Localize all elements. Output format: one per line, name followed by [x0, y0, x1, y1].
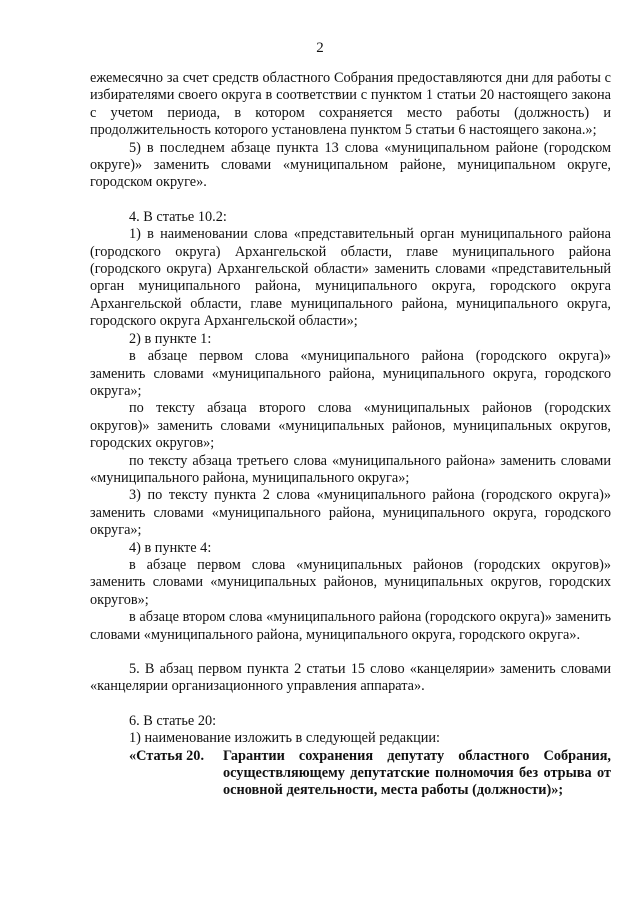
paragraph-item-1: 1) в наименовании слова «представительный орган муниципального района (городского округа) Архангельской области, главе муниципального района (городского округа) Архангельской области» заменить словами «представительный орган муниципального района, муниципального округа, городского округа Архангельской области, главе муниципального района, муниципального округа, городского округа Архангельской области»;: [90, 226, 611, 330]
article-title: Гарантии сохранения депутату областного Собрания, осуществляющему депутатские полномочия без отрыва от основной деятельности, места работы (должности)»;: [223, 747, 611, 799]
section-heading-6: 6. В статье 20:: [129, 712, 217, 729]
paragraph-subitem: по тексту абзаца второго слова «муниципальных районов (городских округов)» заменить словами «муниципальных районов, муниципальных округов, городских округов»;: [90, 400, 611, 452]
paragraph-item-2: 2) в пункте 1:: [129, 330, 212, 347]
paragraph-subitem: в абзаце первом слова «муниципального района (городского округа)» заменить словами «муниципального района, муниципального округа, городского округа»;: [90, 348, 611, 399]
paragraph-subitem: в абзаце первом слова «муниципальных районов (городских округов)» заменить словами «муниципальных районов, муниципальных округов, городских округов»;: [90, 556, 611, 608]
article-heading: [129, 748, 611, 800]
paragraph-subitem: в абзаце втором слова «муниципального района (городского округа)» заменить словами «муниципального района, муниципального округа, городского округа».: [90, 609, 611, 643]
paragraph-item-4: 4) в пункте 4:: [129, 539, 212, 556]
section-heading-4: 4. В статье 10.2:: [129, 208, 227, 225]
paragraph-subitem: по тексту абзаца третьего слова «муниципального района» заменить словами «муниципального района, муниципального округа»;: [90, 452, 611, 486]
paragraph-item-3: 3) по тексту пункта 2 слова «муниципального района (городского округа)» заменить словами «муниципального района, муниципального округа, городского округа»;: [90, 487, 611, 539]
paragraph-item-1: 1) наименование изложить в следующей редакции:: [129, 730, 440, 747]
paragraph-item-5: 5) в последнем абзаце пункта 13 слова «муниципальном районе (городском округе)» заменить словами «муниципальном районе, муниципальном округе, городском округе».: [90, 139, 611, 191]
paragraph-continuation: ежемесячно за счет средств областного Собрания предоставляются дни для работы с избирателями своего округа в соответствии с пунктом 1 статьи 20 настоящего закона с учетом периода, в котором сохраняется место работы (должность) и продолжительность которого установлена пунктом 5 статьи 6 настоящего закона.»;: [90, 70, 611, 139]
article-label: «Статья 20.: [129, 747, 205, 764]
section-paragraph-5: 5. В абзац первом пункта 2 статьи 15 слово «канцелярии» заменить словами «канцелярии организационного управления аппарата».: [90, 661, 611, 695]
page-number: 2: [316, 40, 324, 56]
document-body: [90, 70, 611, 800]
